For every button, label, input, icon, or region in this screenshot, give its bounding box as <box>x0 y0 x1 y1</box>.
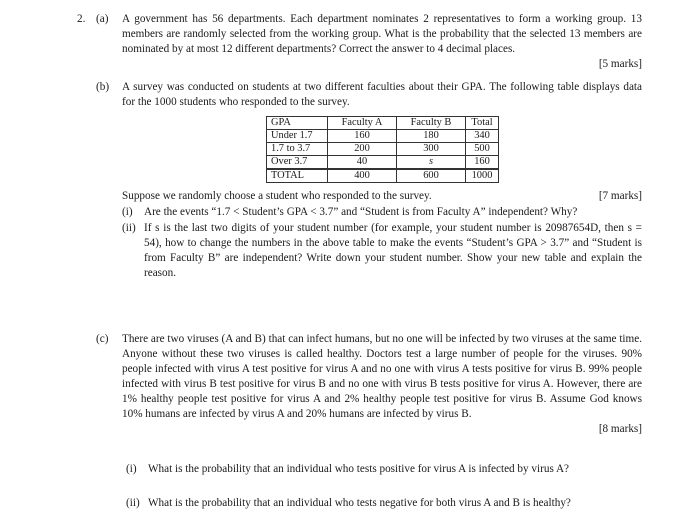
table-row <box>267 130 499 143</box>
table-header-cell: Faculty B <box>397 117 466 130</box>
sub-text: Are the events “1.7 < Student’s GPA < 3.7” and “Student is from Faculty A” independent? Why? <box>144 206 578 218</box>
table-cell: TOTAL <box>267 169 328 183</box>
table-cell: 200 <box>328 143 397 156</box>
part-c <box>96 332 642 437</box>
part-b-sub-i <box>122 205 642 220</box>
table-cell: 500 <box>466 143 499 156</box>
table-header-cell: Faculty A <box>328 117 397 130</box>
table-row <box>267 156 499 170</box>
table-cell: 300 <box>397 143 466 156</box>
table-cell: 160 <box>466 156 499 170</box>
part-a <box>96 12 642 72</box>
part-b-sub-ii <box>122 221 642 281</box>
gpa-table-wrapper <box>266 116 642 183</box>
table-cell: 1000 <box>466 169 499 183</box>
part-b <box>96 80 642 281</box>
table-cell: Over 3.7 <box>267 156 328 170</box>
sub-label: (ii) <box>122 222 136 234</box>
table-cell: 600 <box>397 169 466 183</box>
sub-text: If s is the last two digits of your student number (for example, your student number is 20987654D, then s = 54), how to change the numbers in the above table to make the events “Student’s GPA > 3.7” and “Student is from Faculty B” are independent? Write down your student number. Show your new table and explain the reason. <box>144 222 642 279</box>
question-number: 2. <box>77 13 86 25</box>
part-b-suppose: Suppose we randomly choose a student who responded to the survey. <box>122 190 432 202</box>
sub-text: What is the probability that an individual who tests negative for both virus A and B is healthy? <box>148 497 571 509</box>
table-row <box>267 169 499 183</box>
table-cell: Under 1.7 <box>267 130 328 143</box>
table-cell: 180 <box>397 130 466 143</box>
part-c-marks: [8 marks] <box>598 423 642 435</box>
part-b-intro: A survey was conducted on students at two different faculties about their GPA. The following table displays data for the 1000 students who responded to the survey. <box>122 81 642 108</box>
table-header-row <box>267 117 499 130</box>
table-cell: 340 <box>466 130 499 143</box>
part-b-marks: [7 marks] <box>598 190 642 202</box>
part-c-label: (c) <box>96 333 109 345</box>
table-cell: 40 <box>328 156 397 170</box>
part-a-label: (a) <box>96 13 109 25</box>
sub-label: (i) <box>126 463 137 475</box>
table-cell: s <box>397 156 466 170</box>
part-a-text: A government has 56 departments. Each department nominates 2 representatives to form a working group. 13 members are randomly selected from the working group. What is the probability that the selected 13 members are nominated by at most 12 different departments? Correct the answer to 4 decimal places. <box>122 13 642 55</box>
table-cell: 160 <box>328 130 397 143</box>
sub-label: (i) <box>122 206 133 218</box>
part-b-suppose-line <box>122 189 642 204</box>
sub-label: (ii) <box>126 497 140 509</box>
part-c-sub-i <box>128 462 642 477</box>
table-cell: 400 <box>328 169 397 183</box>
table-row <box>267 143 499 156</box>
table-header-cell: Total <box>466 117 499 130</box>
part-b-label: (b) <box>96 81 110 93</box>
gpa-table <box>266 116 499 183</box>
part-a-marks: [5 marks] <box>598 58 642 70</box>
sub-text: What is the probability that an individual who tests positive for virus A is infected by virus A? <box>148 463 570 475</box>
table-header-cell: GPA <box>267 117 328 130</box>
part-c-text: There are two viruses (A and B) that can infect humans, but no one will be infected by two viruses at the same time. Anyone without these two viruses is called healthy. Doctors test a large number of people for the viruses. 90% people infected with virus A test positive for virus A and no one with virus A tests positive for virus B. 99% people infected with virus B test positive for virus B and no one with virus B tests positive for virus A. However, there are 1% healthy people test positive for virus A and 2% healthy people test positive for virus B. Assume God knows 10% humans are infected by virus A and 20% humans are infected by virus B. <box>122 333 642 420</box>
part-c-sub-ii <box>128 496 642 511</box>
table-cell: 1.7 to 3.7 <box>267 143 328 156</box>
